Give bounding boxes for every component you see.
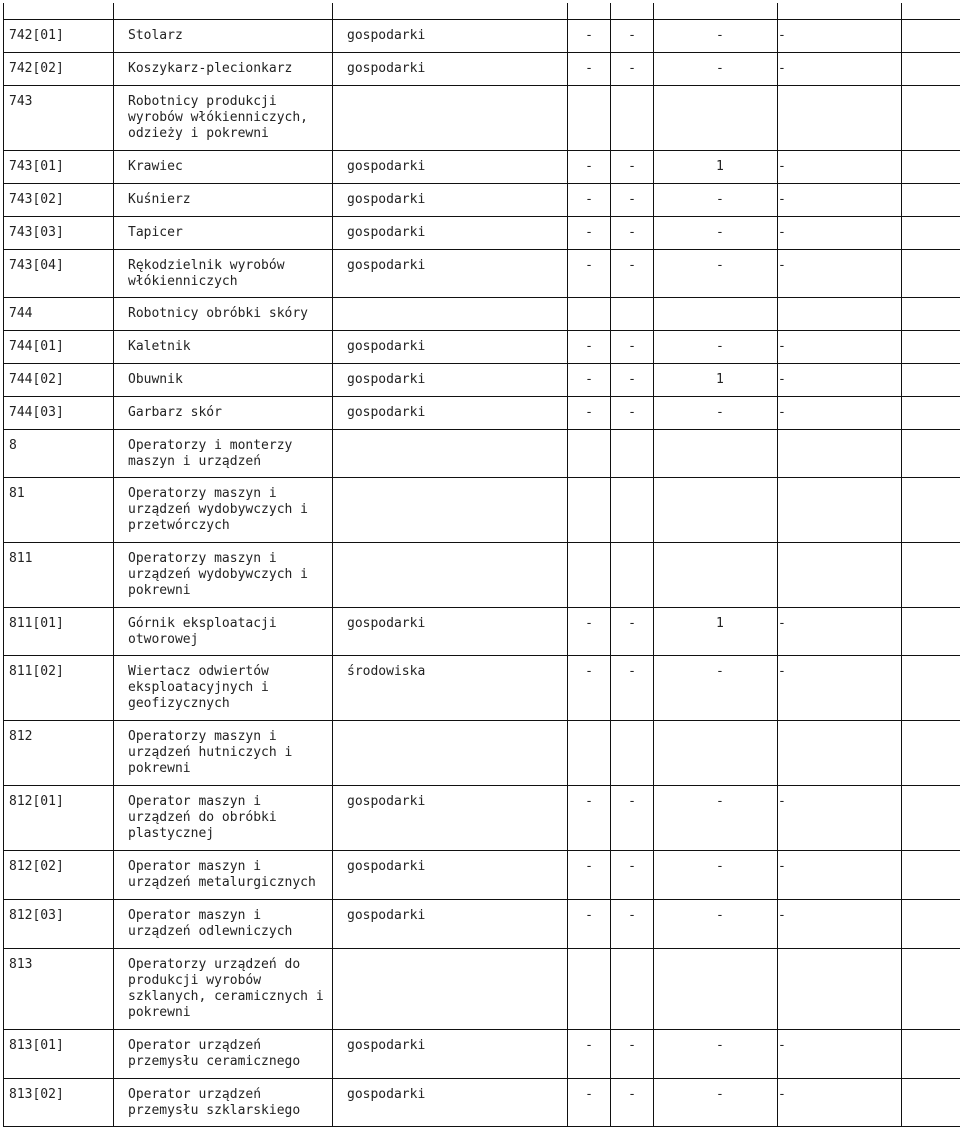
occupation-code: 742[02] [4,53,114,86]
value-col-1 [568,721,611,786]
table-cell-empty [654,3,778,20]
table-cell-empty [902,1079,960,1127]
value-col-2: - [611,53,654,86]
value-col-4: - [778,184,902,217]
value-col-4: - [778,1079,902,1127]
value-col-4: - [778,217,902,250]
value-col-1: - [568,250,611,298]
occupation-category: gospodarki [333,1030,568,1079]
value-col-3: 1 [654,151,778,184]
occupation-code: 744 [4,298,114,331]
occupation-name: Operator urządzeń przemysłu szklarskiego [114,1079,333,1127]
table-row [4,86,960,151]
occupation-code: 8 [4,430,114,478]
table-row [4,184,960,217]
value-col-2: - [611,608,654,656]
table-row [4,397,960,430]
value-col-3 [654,86,778,151]
value-col-1: - [568,331,611,364]
value-col-3 [654,949,778,1030]
value-col-4: - [778,20,902,53]
value-col-1: - [568,20,611,53]
occupation-code: 811[01] [4,608,114,656]
occupation-category: gospodarki [333,217,568,250]
value-col-4: - [778,900,902,949]
occupation-code: 812[02] [4,851,114,900]
table-row [4,217,960,250]
value-col-4: - [778,151,902,184]
occupation-category [333,543,568,608]
table-cell-empty [902,900,960,949]
value-col-4: - [778,397,902,430]
table-cell-empty [902,397,960,430]
value-col-3: 1 [654,364,778,397]
value-col-1 [568,543,611,608]
occupation-name: Operatorzy maszyn i urządzeń wydobywczych i przetwórczych [114,478,333,543]
occupation-code: 744[03] [4,397,114,430]
table-cell-empty [902,331,960,364]
occupation-name: Kuśnierz [114,184,333,217]
value-col-1: - [568,1079,611,1127]
value-col-1: - [568,184,611,217]
value-col-2 [611,721,654,786]
value-col-3: - [654,217,778,250]
table-cell-empty [611,3,654,20]
occupation-category: gospodarki [333,53,568,86]
table-row [4,478,960,543]
value-col-2 [611,949,654,1030]
value-col-4: - [778,53,902,86]
value-col-1: - [568,1030,611,1079]
table-cell-empty [568,3,611,20]
occupation-name: Kaletnik [114,331,333,364]
value-col-2: - [611,151,654,184]
value-col-1: - [568,608,611,656]
occupation-category: gospodarki [333,900,568,949]
table-cell-empty [902,430,960,478]
occupation-name: Krawiec [114,151,333,184]
occupation-code: 813[02] [4,1079,114,1127]
value-col-1 [568,430,611,478]
value-col-3: - [654,53,778,86]
occupation-name: Rękodzielnik wyrobów włókienniczych [114,250,333,298]
value-col-1: - [568,656,611,721]
occupation-code: 743[04] [4,250,114,298]
value-col-3 [654,430,778,478]
occupation-code: 742[01] [4,20,114,53]
table-cell-empty [902,608,960,656]
table-row [4,900,960,949]
occupation-name: Operatorzy i monterzy maszyn i urządzeń [114,430,333,478]
occupation-category [333,949,568,1030]
table-cell-empty [902,478,960,543]
value-col-1 [568,298,611,331]
table-cell-empty [902,217,960,250]
table-row [4,1030,960,1079]
value-col-4: - [778,608,902,656]
value-col-2 [611,86,654,151]
table-cell-empty [902,786,960,851]
value-col-1 [568,949,611,1030]
value-col-1 [568,478,611,543]
value-col-3: - [654,900,778,949]
value-col-1 [568,86,611,151]
value-col-2: - [611,397,654,430]
occupation-code: 812[01] [4,786,114,851]
occupation-code: 812 [4,721,114,786]
value-col-3: - [654,184,778,217]
occupation-table [3,3,960,1127]
value-col-2: - [611,786,654,851]
value-col-2: - [611,656,654,721]
occupation-name: Koszykarz-plecionkarz [114,53,333,86]
value-col-1: - [568,53,611,86]
table-cell-empty [902,53,960,86]
table-cell-empty [902,3,960,20]
value-col-3: - [654,1079,778,1127]
value-col-3: 1 [654,608,778,656]
value-col-2: - [611,217,654,250]
value-col-3 [654,721,778,786]
occupation-code: 811 [4,543,114,608]
occupation-name: Operator maszyn i urządzeń metalurgicznych [114,851,333,900]
occupation-category [333,478,568,543]
occupation-name: Obuwnik [114,364,333,397]
occupation-category: gospodarki [333,851,568,900]
table-cell-empty [902,851,960,900]
table-row [4,364,960,397]
value-col-2: - [611,1079,654,1127]
occupation-category: gospodarki [333,20,568,53]
occupation-category: gospodarki [333,608,568,656]
value-col-3: - [654,397,778,430]
occupation-code: 813 [4,949,114,1030]
value-col-2: - [611,900,654,949]
occupation-name: Operatorzy maszyn i urządzeń hutniczych i pokrewni [114,721,333,786]
occupation-category [333,430,568,478]
value-col-4: - [778,250,902,298]
table-row [4,786,960,851]
value-col-2: - [611,184,654,217]
occupation-name: Wiertacz odwiertów eksploatacyjnych i geofizycznych [114,656,333,721]
value-col-2 [611,478,654,543]
value-col-2: - [611,20,654,53]
table-row [4,721,960,786]
occupation-code: 813[01] [4,1030,114,1079]
table-top-strip [4,3,960,20]
occupation-category [333,298,568,331]
value-col-3: - [654,331,778,364]
occupation-code: 744[02] [4,364,114,397]
table-cell-empty [902,949,960,1030]
table-row [4,250,960,298]
table-cell-empty [902,86,960,151]
value-col-4 [778,86,902,151]
occupation-name: Tapicer [114,217,333,250]
occupation-code: 743[03] [4,217,114,250]
value-col-4: - [778,656,902,721]
occupation-name: Robotnicy produkcji wyrobów włókienniczych, odzieży i pokrewni [114,86,333,151]
occupation-category: gospodarki [333,364,568,397]
value-col-4 [778,721,902,786]
occupation-category [333,86,568,151]
value-col-1: - [568,397,611,430]
value-col-3: - [654,20,778,53]
value-col-4: - [778,851,902,900]
table-cell-empty [902,656,960,721]
table-row [4,543,960,608]
value-col-2 [611,298,654,331]
value-col-2: - [611,331,654,364]
table-row [4,20,960,53]
value-col-1: - [568,364,611,397]
value-col-4 [778,478,902,543]
value-col-3: - [654,656,778,721]
occupation-category: gospodarki [333,184,568,217]
table-cell-empty [902,298,960,331]
occupation-code: 743[01] [4,151,114,184]
occupation-category: gospodarki [333,1079,568,1127]
table-row [4,656,960,721]
table-cell-empty [778,3,902,20]
occupation-name: Operator urządzeń przemysłu ceramicznego [114,1030,333,1079]
occupation-name: Górnik eksploatacji otworowej [114,608,333,656]
value-col-2: - [611,1030,654,1079]
table-cell-empty [902,1030,960,1079]
value-col-1: - [568,900,611,949]
table-cell-empty [902,151,960,184]
table-cell-empty [902,364,960,397]
table-row [4,298,960,331]
table-cell-empty [114,3,333,20]
occupation-category: gospodarki [333,331,568,364]
occupation-category: gospodarki [333,250,568,298]
occupation-name: Operator maszyn i urządzeń do obróbki plastycznej [114,786,333,851]
occupation-name: Operator maszyn i urządzeń odlewniczych [114,900,333,949]
table-cell-empty [333,3,568,20]
value-col-3: - [654,851,778,900]
table-row [4,430,960,478]
occupation-code: 811[02] [4,656,114,721]
value-col-3: - [654,786,778,851]
value-col-4: - [778,1030,902,1079]
occupation-name: Operatorzy urządzeń do produkcji wyrobów szklanych, ceramicznych i pokrewni [114,949,333,1030]
occupation-category: gospodarki [333,397,568,430]
value-col-2 [611,430,654,478]
value-col-1: - [568,786,611,851]
table-row [4,949,960,1030]
occupation-name: Stolarz [114,20,333,53]
table-row [4,608,960,656]
occupation-category [333,721,568,786]
occupation-code: 743[02] [4,184,114,217]
table-row [4,151,960,184]
table-body [4,3,960,1127]
table-row [4,1079,960,1127]
occupation-category: środowiska [333,656,568,721]
value-col-1: - [568,851,611,900]
value-col-3 [654,298,778,331]
value-col-4: - [778,786,902,851]
table-cell-empty [902,721,960,786]
table-row [4,53,960,86]
value-col-2: - [611,851,654,900]
table-cell-empty [902,184,960,217]
value-col-1: - [568,217,611,250]
table-cell-empty [902,20,960,53]
table-row [4,331,960,364]
occupation-code: 744[01] [4,331,114,364]
value-col-2: - [611,364,654,397]
occupation-name: Garbarz skór [114,397,333,430]
value-col-4: - [778,364,902,397]
value-col-2: - [611,250,654,298]
value-col-4: - [778,331,902,364]
table-row [4,851,960,900]
value-col-4 [778,430,902,478]
occupation-category: gospodarki [333,151,568,184]
value-col-4 [778,298,902,331]
table-cell-empty [4,3,114,20]
table-cell-empty [902,250,960,298]
value-col-4 [778,543,902,608]
value-col-3 [654,543,778,608]
table-cell-empty [902,543,960,608]
occupation-code: 743 [4,86,114,151]
value-col-2 [611,543,654,608]
value-col-3 [654,478,778,543]
occupation-code: 81 [4,478,114,543]
value-col-3: - [654,250,778,298]
occupation-category: gospodarki [333,786,568,851]
value-col-1: - [568,151,611,184]
value-col-3: - [654,1030,778,1079]
occupation-name: Operatorzy maszyn i urządzeń wydobywczych i pokrewni [114,543,333,608]
value-col-4 [778,949,902,1030]
occupation-code: 812[03] [4,900,114,949]
occupation-name: Robotnicy obróbki skóry [114,298,333,331]
